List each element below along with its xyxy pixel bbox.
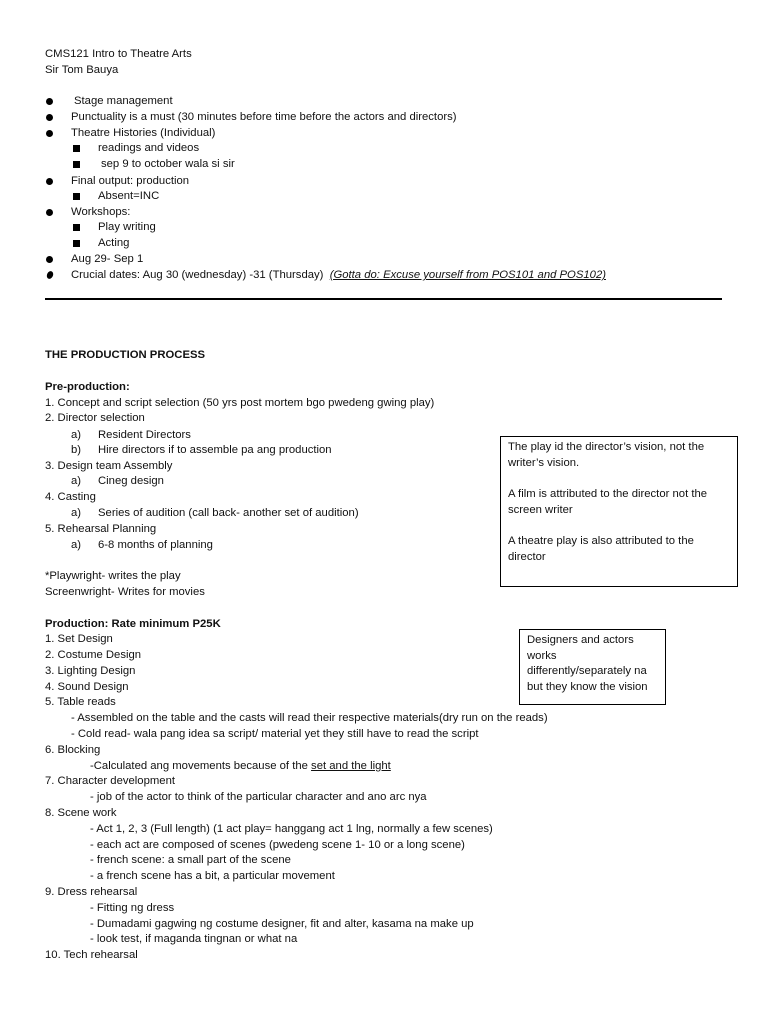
crucial-dates-text: Crucial dates: Aug 30 (wednesday) -31 (Thursday) [71,269,324,281]
production-detail [90,759,391,775]
production-detail: - Assembled on the table and the casts will read their respective materials(dry run on the reads) [71,712,548,724]
preproduction-subitem: 6-8 months of planning [98,539,213,551]
horizontal-divider [45,298,722,300]
production-item: 10. Tech rehearsal [45,949,138,961]
preproduction-item: 5. Rehearsal Planning [45,523,157,535]
note-stage-management: Stage management [74,95,173,107]
square-bullet-icon [73,193,80,200]
production-item: 1. Set Design [45,633,113,645]
bullet-icon [46,178,53,185]
bullet-icon [46,270,55,280]
production-item: 4. Sound Design [45,681,129,693]
bullet-icon [46,114,53,121]
bullet-icon [46,256,53,263]
textbox-paragraph: A film is attributed to the director not the screen writer [508,488,708,516]
section-title: THE PRODUCTION PROCESS [45,349,206,361]
preproduction-subitem: Resident Directors [98,429,191,441]
playwright-note: *Playwright- writes the play [45,570,181,582]
preproduction-item: 3. Design team Assembly [45,460,173,472]
list-marker: a) [71,429,82,441]
production-detail: - look test, if maganda tingnan or what na [90,933,298,945]
preproduction-item: 2. Director selection [45,412,145,424]
screenwright-note: Screenwright- Writes for movies [45,586,205,598]
textbox-paragraph: The play id the director’s vision, not the writer’s vision. [508,441,705,469]
production-item: 7. Character development [45,775,175,787]
production-detail: - french scene: a small part of the scene [90,854,291,866]
note-absent: Absent=INC [98,190,160,202]
blocking-detail-text: -Calculated ang movements because of the [90,760,312,772]
note-workshops: Workshops: [71,206,131,218]
textbox-paragraph: A theatre play is also attributed to the director [508,535,694,563]
preproduction-subitem: Cineg design [98,475,164,487]
gotta-do-note: (Gotta do: Excuse yourself from POS101 and POS102) [329,269,606,281]
preproduction-heading: Pre-production: [45,381,130,393]
list-marker: a) [71,539,82,551]
square-bullet-icon [73,161,80,168]
preproduction-item: 4. Casting [45,491,96,503]
production-detail: - Dumadami gagwing ng costume designer, fit and alter, kasama na make up [90,918,474,930]
list-marker: a) [71,507,82,519]
note-readings: readings and videos [98,142,200,154]
production-item: 3. Lighting Design [45,665,136,677]
blocking-detail-underlined: set and the light [311,760,391,772]
preproduction-subitem: Series of audition (call back- another set of audition) [98,507,359,519]
production-item: 2. Costume Design [45,649,142,661]
list-marker: b) [71,444,82,456]
note-final-output: Final output: production [71,175,190,187]
note-acting: Acting [98,237,130,249]
production-item: 9. Dress rehearsal [45,886,138,898]
textbox-paragraph: Designers and actors works differently/separately na but they know the vision [527,634,648,694]
bullet-icon [46,130,53,137]
production-detail: - each act are composed of scenes (pwedeng scene 1- 10 or a long scene) [90,839,465,851]
preproduction-item: 1. Concept and script selection (50 yrs post mortem bgo pwedeng gwing play) [45,397,435,409]
production-item: 8. Scene work [45,807,117,819]
note-aug-dates: Aug 29- Sep 1 [71,253,144,265]
production-detail: - Act 1, 2, 3 (Full length) (1 act play= hanggang act 1 lng, normally a few scenes) [90,823,493,835]
note-theatre-histories: Theatre Histories (Individual) [71,127,216,139]
production-item: 6. Blocking [45,744,101,756]
bullet-icon [46,98,53,105]
note-play-writing: Play writing [98,221,156,233]
list-marker: a) [71,475,82,487]
director-vision-textbox [500,436,738,587]
production-heading: Production: Rate minimum P25K [45,618,221,630]
course-title: CMS121 Intro to Theatre Arts [45,48,192,60]
square-bullet-icon [73,145,80,152]
production-detail: - Fitting ng dress [90,902,175,914]
square-bullet-icon [73,224,80,231]
production-detail: - job of the actor to think of the particular character and ano arc nya [90,791,427,803]
production-detail: - a french scene has a bit, a particular movement [90,870,335,882]
note-punctuality: Punctuality is a must (30 minutes before time before the actors and directors) [71,111,457,123]
production-detail: - Cold read- wala pang idea sa script/ material yet they still have to read the script [71,728,479,740]
bullet-icon [46,209,53,216]
preproduction-subitem: Hire directors if to assemble pa ang production [98,444,332,456]
square-bullet-icon [73,240,80,247]
note-sep-oct: sep 9 to october wala si sir [101,158,235,170]
instructor-name: Sir Tom Bauya [45,64,119,76]
designers-actors-textbox [519,629,666,705]
note-crucial-dates [71,268,606,284]
production-item: 5. Table reads [45,696,116,708]
